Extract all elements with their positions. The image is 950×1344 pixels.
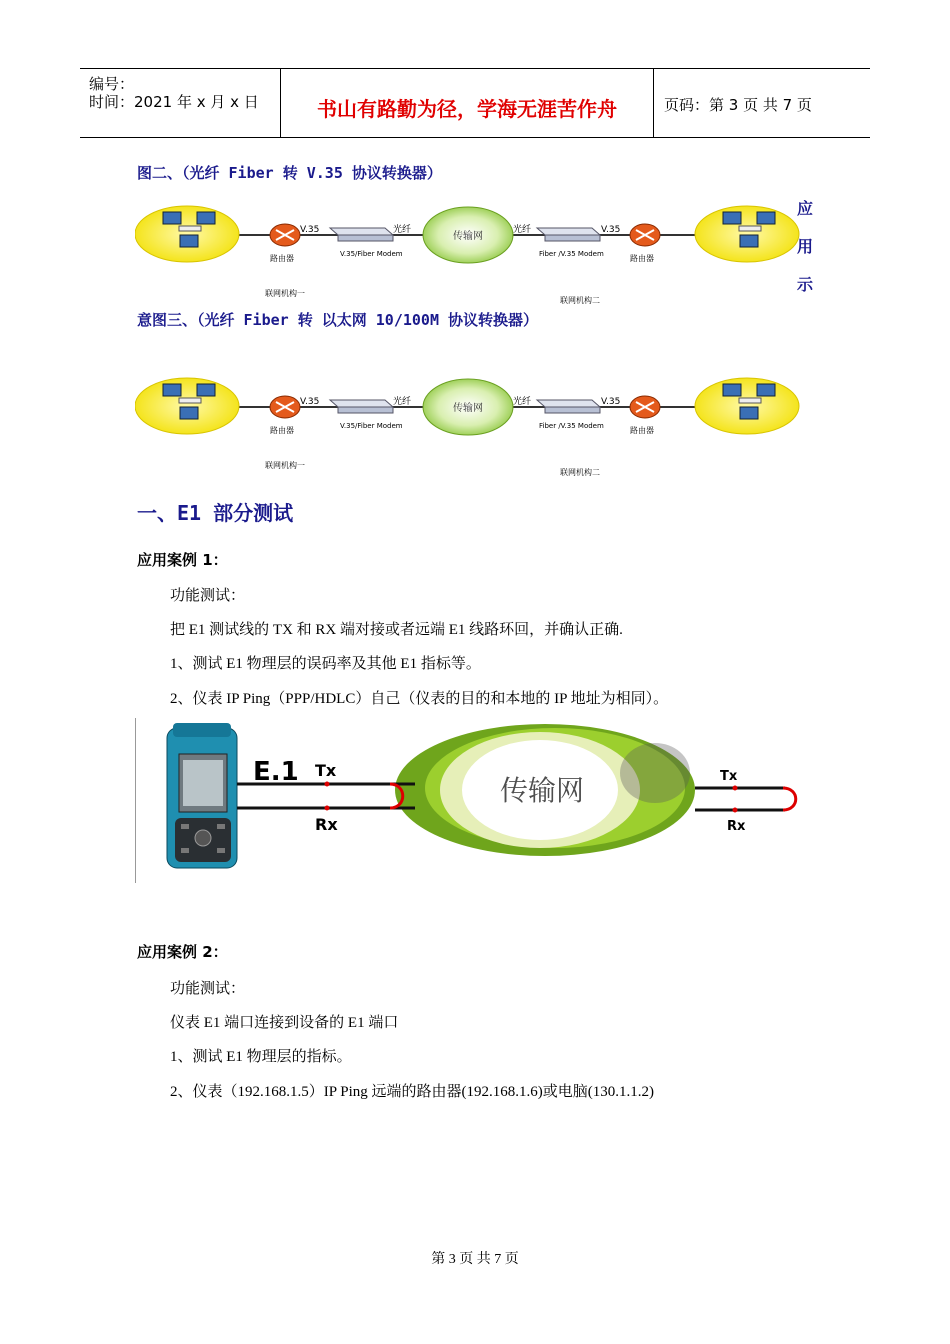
page-header xyxy=(80,68,870,138)
lan-cloud-left-icon xyxy=(135,378,239,434)
figure3-title: 意图三、（光纤 Fiber 转 以太网 10/100M 协议转换器） xyxy=(137,311,539,329)
header-motto: 书山有路勤为径，学海无涯苦作舟 xyxy=(317,97,617,121)
case1-line-1: 功能测试： xyxy=(170,588,246,604)
rx-right-label: Rx xyxy=(727,819,746,834)
lan-cloud-right-icon xyxy=(695,206,799,262)
e1-label: E.1 xyxy=(253,757,299,787)
case1-line-2: 把 E1 测试线的 TX 和 RX 端对接或者远端 E1 线路环回，并确认正确. xyxy=(170,622,623,638)
side-char-1: 应 xyxy=(797,199,814,218)
fiber-left-label: 光纤 xyxy=(393,397,412,407)
router-left-label: 路由器 xyxy=(270,254,294,263)
v35-right-label: V.35 xyxy=(601,397,621,407)
router-right-label: 路由器 xyxy=(630,254,654,263)
router-left-icon xyxy=(270,396,300,418)
side-char-3: 示 xyxy=(797,275,814,294)
e1-tester-device-icon xyxy=(167,723,237,868)
case2-line-4: 2、仪表（192.168.1.5）IP Ping 远端的路由器(192.168.1.6)或电脑(130.1.1.2) xyxy=(170,1084,655,1100)
header-page-label: 页码：第 3 页 共 7 页 xyxy=(664,96,812,114)
lan-cloud-left-icon xyxy=(135,206,239,262)
modem-left-icon xyxy=(330,400,393,413)
router-left-icon xyxy=(270,224,300,246)
figure3-network-diagram xyxy=(135,362,805,482)
case1-title: 应用案例 1： xyxy=(137,551,228,569)
modem-left-icon xyxy=(330,228,393,241)
modem-right-label: Fiber /V.35 Modem xyxy=(539,422,604,430)
v35-left-label: V.35 xyxy=(300,397,320,407)
org-left-label: 联网机构一 xyxy=(265,289,305,298)
cloud-label: 传输网 xyxy=(453,403,483,414)
org-right-label: 联网机构二 xyxy=(560,296,600,305)
loop-right-icon xyxy=(783,788,796,810)
case2-line-2: 仪表 E1 端口连接到设备的 E1 端口 xyxy=(170,1015,399,1031)
document-date-label: 时间：2021 年 x 月 x 日 xyxy=(89,93,259,111)
org-right-label: 联网机构二 xyxy=(560,468,600,477)
fiber-right-label: 光纤 xyxy=(513,397,532,407)
case1-line-4: 2、仪表 IP Ping（PPP/HDLC）自己（仪表的目的和本地的 IP 地址为相同）。 xyxy=(170,691,669,707)
case2-line-3: 1、测试 E1 物理层的指标。 xyxy=(170,1049,352,1065)
e1-cloud-label: 传输网 xyxy=(500,774,585,807)
rx-left-label: Rx xyxy=(315,815,338,834)
page-footer: 第 3 页 共 7 页 xyxy=(431,1252,519,1267)
fiber-right-label: 光纤 xyxy=(513,225,532,235)
figure2-network-diagram xyxy=(135,190,805,310)
modem-right-icon xyxy=(537,228,600,241)
document-number-label: 编号： xyxy=(89,75,135,93)
fiber-left-label: 光纤 xyxy=(393,225,412,235)
case2-title: 应用案例 2： xyxy=(137,943,228,961)
tx-right-label: Tx xyxy=(720,769,738,784)
header-right-cell xyxy=(654,69,870,137)
side-char-2: 用 xyxy=(797,237,814,256)
v35-left-label: V.35 xyxy=(300,225,320,235)
case2-line-1: 功能测试： xyxy=(170,981,246,997)
tx-left-label: Tx xyxy=(315,761,337,780)
e1-loopback-diagram xyxy=(135,718,805,883)
modem-left-label: V.35/Fiber Modem xyxy=(340,422,403,430)
modem-left-label: V.35/Fiber Modem xyxy=(340,250,403,258)
section-heading: 一、E1 部分测试 xyxy=(137,501,294,525)
router-right-label: 路由器 xyxy=(630,426,654,435)
v35-right-label: V.35 xyxy=(601,225,621,235)
header-left-cell xyxy=(80,69,281,137)
lan-cloud-right-icon xyxy=(695,378,799,434)
modem-right-icon xyxy=(537,400,600,413)
cloud-label: 传输网 xyxy=(453,231,483,242)
case1-line-3: 1、测试 E1 物理层的误码率及其他 E1 指标等。 xyxy=(170,656,481,672)
router-left-label: 路由器 xyxy=(270,426,294,435)
figure2-title: 图二、（光纤 Fiber 转 V.35 协议转换器） xyxy=(137,164,442,182)
router-right-icon xyxy=(630,396,660,418)
modem-right-label: Fiber /V.35 Modem xyxy=(539,250,604,258)
header-center-cell xyxy=(281,69,654,137)
router-right-icon xyxy=(630,224,660,246)
org-left-label: 联网机构一 xyxy=(265,461,305,470)
